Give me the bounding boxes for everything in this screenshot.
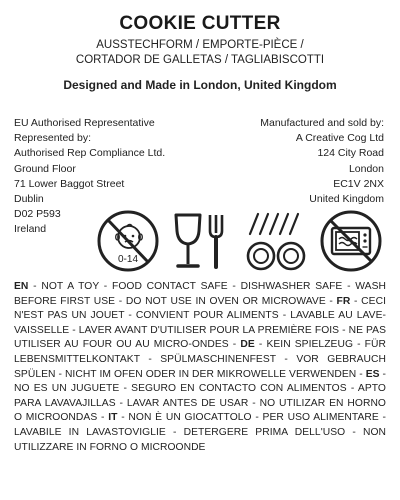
manufacturer-line: United Kingdom	[309, 193, 384, 206]
product-subtitle-line1: AUSSTECHFORM / EMPORTE-PIÈCE /	[96, 39, 304, 51]
manufacturer-block	[204, 116, 384, 207]
manufacturer-line: EC1V 2NX	[333, 177, 384, 190]
lang-code-es: ES	[365, 368, 380, 380]
eu-rep-line: EU Authorised Representative	[14, 117, 155, 129]
warning-text-fr: - CECI N'EST PAS UN JOUET - CONVIENT POUR ALIMENTS - LAVABLE AU LAVE-VAISSELLE - LAVER AVANT D'UTILISER POUR LA PREMIÈRE FOIS - NE PAS UTILISER AU FOUR OU AU MICRO-ONDES -	[14, 295, 386, 351]
no-microwave-icon	[318, 209, 384, 273]
eu-rep-line: Ireland	[14, 223, 47, 236]
warning-text-en: - NOT A TOY - FOOD CONTACT SAFE - DISHWASHER SAFE - WASH BEFORE FIRST USE - DO NOT USE IN OVEN OR MICROWAVE -	[14, 281, 386, 307]
manufacturer-line: A Creative Cog Ltd	[295, 132, 384, 145]
eu-rep-line: D02 P593	[14, 208, 61, 221]
safety-icons-row	[0, 206, 400, 276]
eu-rep-line: Dublin	[14, 193, 44, 206]
warning-text-de: - KEIN SPIELZEUG - FÜR LEBENSMITTELKONTAKT - SPÜLMASCHINENFEST - VOR GEBRAUCH SPÜLEN - NICHT IM OFEN ODER IN DER MIKROWELLE VERWENDEN -	[14, 339, 386, 380]
warning-text-es: - NO ES UN JUGUETE - SEGURO EN CONTACTO CON ALIMENTOS - APTO PARA LAVAVAJILLAS - LAVAR ANTES DE USAR - NO UTILIZAR EN HORNO O MICROONDAS -	[14, 368, 387, 424]
lang-code-fr: FR	[336, 295, 351, 307]
eu-rep-line: 71 Lower Baggot Street	[14, 177, 125, 190]
food-safe-icon	[170, 209, 236, 273]
manufacturer-line: Manufactured and sold by:	[260, 117, 384, 129]
designed-in-statement: Designed and Made in London, United Kingdom	[63, 78, 337, 92]
product-title: COOKIE CUTTER	[119, 13, 281, 34]
age-range-label: 0-14	[117, 254, 139, 265]
manufacturer-line: 124 City Road	[317, 147, 384, 160]
eu-rep-line: Ground Floor	[14, 162, 76, 175]
not-a-toy-age-icon	[96, 209, 160, 273]
warning-text-it: - NON È UN GIOCATTOLO - PER USO ALIMENTARE - LAVABILE IN LAVASTOVIGLIE - DETERGERE PRIMA DELL'USO - NON UTILIZZARE IN FORNO O MICROONDE	[14, 412, 386, 453]
lang-code-de: DE	[240, 339, 255, 351]
eu-rep-line: Represented by:	[14, 132, 92, 145]
product-subtitle-line2: CORTADOR DE GALLETAS / TAGLIABISCOTTI	[75, 54, 325, 66]
lang-code-it: IT	[108, 412, 118, 424]
manufacturer-line: London	[348, 162, 384, 175]
multilingual-warnings	[14, 280, 386, 455]
lang-code-en: EN	[14, 281, 29, 292]
dishwasher-safe-icon	[244, 208, 308, 274]
eu-rep-line: Authorised Rep Compliance Ltd.	[14, 147, 166, 160]
